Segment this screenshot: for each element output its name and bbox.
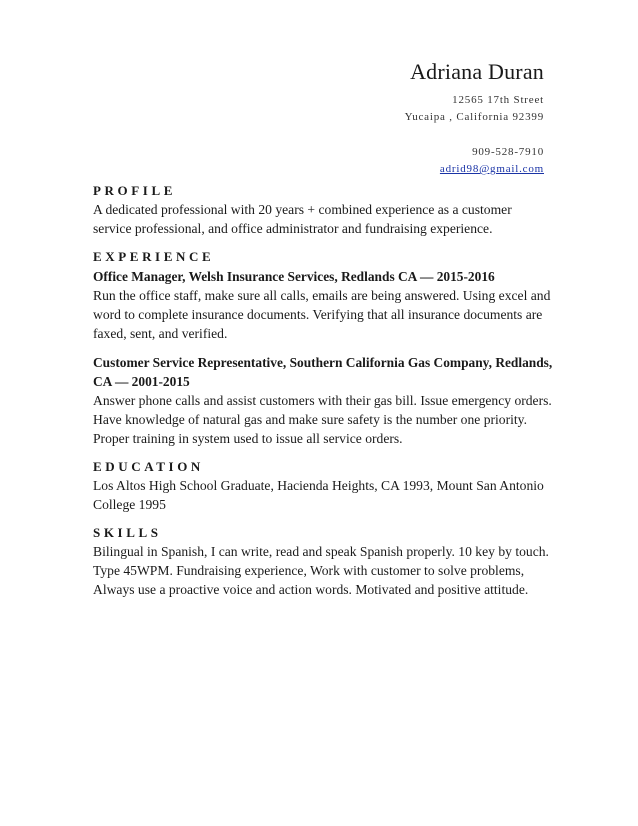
contact-header (144, 58, 544, 178)
job-title: Customer Service Representative, Southern California Gas Company, Redlands, CA — 2001-2015 (93, 355, 553, 389)
job-title: Office Manager, Welsh Insurance Services, Redlands CA — 2015-2016 (93, 269, 495, 284)
phone-number: 909-528-7910 (472, 146, 544, 158)
profile-heading: PROFILE (93, 183, 176, 198)
job-description: Run the office staff, make sure all calls, emails are being answered. Using excel and word to complete insurance documents. Verifying that all insurance documents are faxed, sent, and verified. (93, 288, 551, 341)
profile-text: A dedicated professional with 20 years + combined experience as a customer service professional, and office administrator and fundraising experience. (93, 202, 512, 236)
skills-text: Bilingual in Spanish, I can write, read and speak Spanish properly. 10 key by touch. Type 45WPM. Fundraising experience, Work with customer to solve problems, Always use a proactive voice and action words. Motivated and positive attitude. (93, 544, 549, 597)
resume-body (93, 182, 553, 599)
address-line-2: Yucaipa , California 92399 (404, 111, 544, 123)
email-link[interactable]: adrid98@gmail.com (439, 163, 544, 175)
job-description: Answer phone calls and assist customers with their gas bill. Issue emergency orders. Have knowledge of natural gas and make sure safety is the number one priority. Proper training in system used to issue all service orders. (93, 393, 552, 446)
address-line-1: 12565 17th Street (452, 94, 544, 106)
applicant-name: Adriana Duran (410, 59, 544, 84)
experience-heading: EXPERIENCE (93, 249, 215, 264)
education-text: Los Altos High School Graduate, Hacienda Heights, CA 1993, Mount San Antonio College 1995 (93, 478, 544, 512)
education-heading: EDUCATION (93, 459, 204, 474)
skills-heading: SKILLS (93, 525, 162, 540)
email-container (144, 161, 544, 178)
